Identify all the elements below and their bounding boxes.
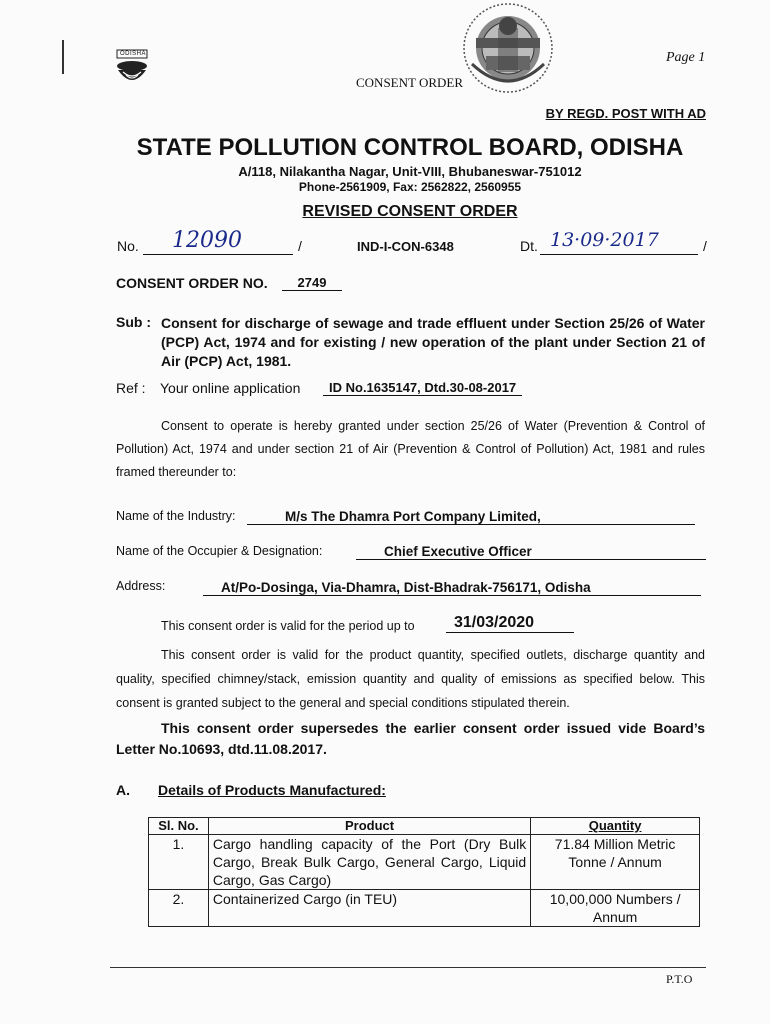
- subject-label: Sub :: [116, 314, 151, 330]
- no-label: No.: [117, 238, 139, 254]
- emblem-text: ODISHA: [119, 51, 146, 57]
- row-sl: 2.: [149, 890, 209, 927]
- industry-label: Name of the Industry:: [116, 509, 236, 523]
- footer-rule: [110, 967, 706, 968]
- table-row: [149, 890, 700, 927]
- board-phone: Phone-2561909, Fax: 2562822, 2560955: [298, 180, 522, 194]
- occupier-label: Name of the Occupier & Designation:: [116, 544, 323, 558]
- page-number: Page 1: [666, 50, 706, 65]
- column-header-sl: Sl. No.: [149, 818, 209, 835]
- validity-value: 31/03/2020: [446, 614, 574, 633]
- ref-label: Ref :: [116, 380, 146, 396]
- supersede-paragraph: This consent order supersedes the earlier consent order issued vide Board’s Letter No.10693, dtd.11.08.2017.: [116, 720, 705, 757]
- no-slash: /: [298, 238, 302, 254]
- ref-text: Your online application: [160, 380, 301, 396]
- address-label: Address:: [116, 579, 166, 593]
- row-quantity: 10,00,000 Numbers / Annum: [531, 890, 700, 927]
- section-a-title: Details of Products Manufactured:: [158, 782, 386, 798]
- column-header-quantity: Quantity: [531, 818, 700, 835]
- stamp-seal: [458, 2, 558, 98]
- address-value: At/Po-Dosinga, Via-Dhamra, Dist-Bhadrak-756171, Odisha: [203, 580, 701, 596]
- industry-value: M/s The Dhamra Port Company Limited,: [247, 509, 695, 525]
- no-handwritten: 12090: [172, 228, 242, 253]
- ref-value: ID No.1635147, Dtd.30-08-2017: [323, 381, 522, 396]
- table-header-row: [149, 818, 700, 835]
- date-handwritten: 13·09·2017: [550, 229, 659, 251]
- validity-text: This consent order is valid for the period up to: [161, 619, 415, 633]
- row-quantity: 71.84 Million Metric Tonne / Annum: [531, 835, 700, 890]
- page-title: REVISED CONSENT ORDER: [302, 203, 518, 220]
- table-row: [149, 835, 700, 890]
- file-code: IND-I-CON-6348: [357, 239, 454, 254]
- odisha-emblem-logo: [113, 48, 151, 88]
- scope-paragraph: This consent order is valid for the product quantity, specified outlets, discharge quantity and quality, specified chimney/stack, emission quantity and quality of emissions as specified below. This consent is granted subject to the general and special conditions stipulated therein.: [116, 648, 705, 710]
- grant-paragraph: Consent to operate is hereby granted under section 25/26 of Water (Prevention & Control of Pollution) Act, 1974 and under section 21 of Air (Prevention & Control of Pollution) Act, 1981 and rules framed thereunder to:: [116, 419, 705, 479]
- subject-text: Consent for discharge of sewage and trade effluent under Section 25/26 of Water (PCP) Act, 1974 and for existing / new operation of the plant under Section 21 of Air (PCP) Act, 1981.: [161, 315, 705, 369]
- board-name: STATE POLLUTION CONTROL BOARD, ODISHA: [136, 134, 684, 161]
- date-slash: /: [703, 238, 707, 254]
- section-a-letter: A.: [116, 782, 130, 798]
- consent-order-label: CONSENT ORDER: [356, 75, 464, 90]
- post-note: BY REGD. POST WITH AD: [545, 106, 706, 121]
- products-table: [148, 817, 700, 927]
- binding-mark: [62, 40, 64, 74]
- date-label: Dt.: [520, 238, 538, 254]
- board-address: A/118, Nilakantha Nagar, Unit-VIII, Bhubaneswar-751012: [238, 164, 582, 179]
- row-product: Containerized Cargo (in TEU): [208, 890, 530, 927]
- row-product: Cargo handling capacity of the Port (Dry Bulk Cargo, Break Bulk Cargo, General Cargo, Liquid Cargo, Gas Cargo): [208, 835, 530, 890]
- occupier-value: Chief Executive Officer: [356, 544, 706, 560]
- column-header-product: Product: [208, 818, 530, 835]
- consent-no-value: 2749: [282, 276, 342, 291]
- row-sl: 1.: [149, 835, 209, 890]
- consent-no-label: CONSENT ORDER NO.: [116, 275, 268, 291]
- pto-label: P.T.O: [666, 972, 693, 986]
